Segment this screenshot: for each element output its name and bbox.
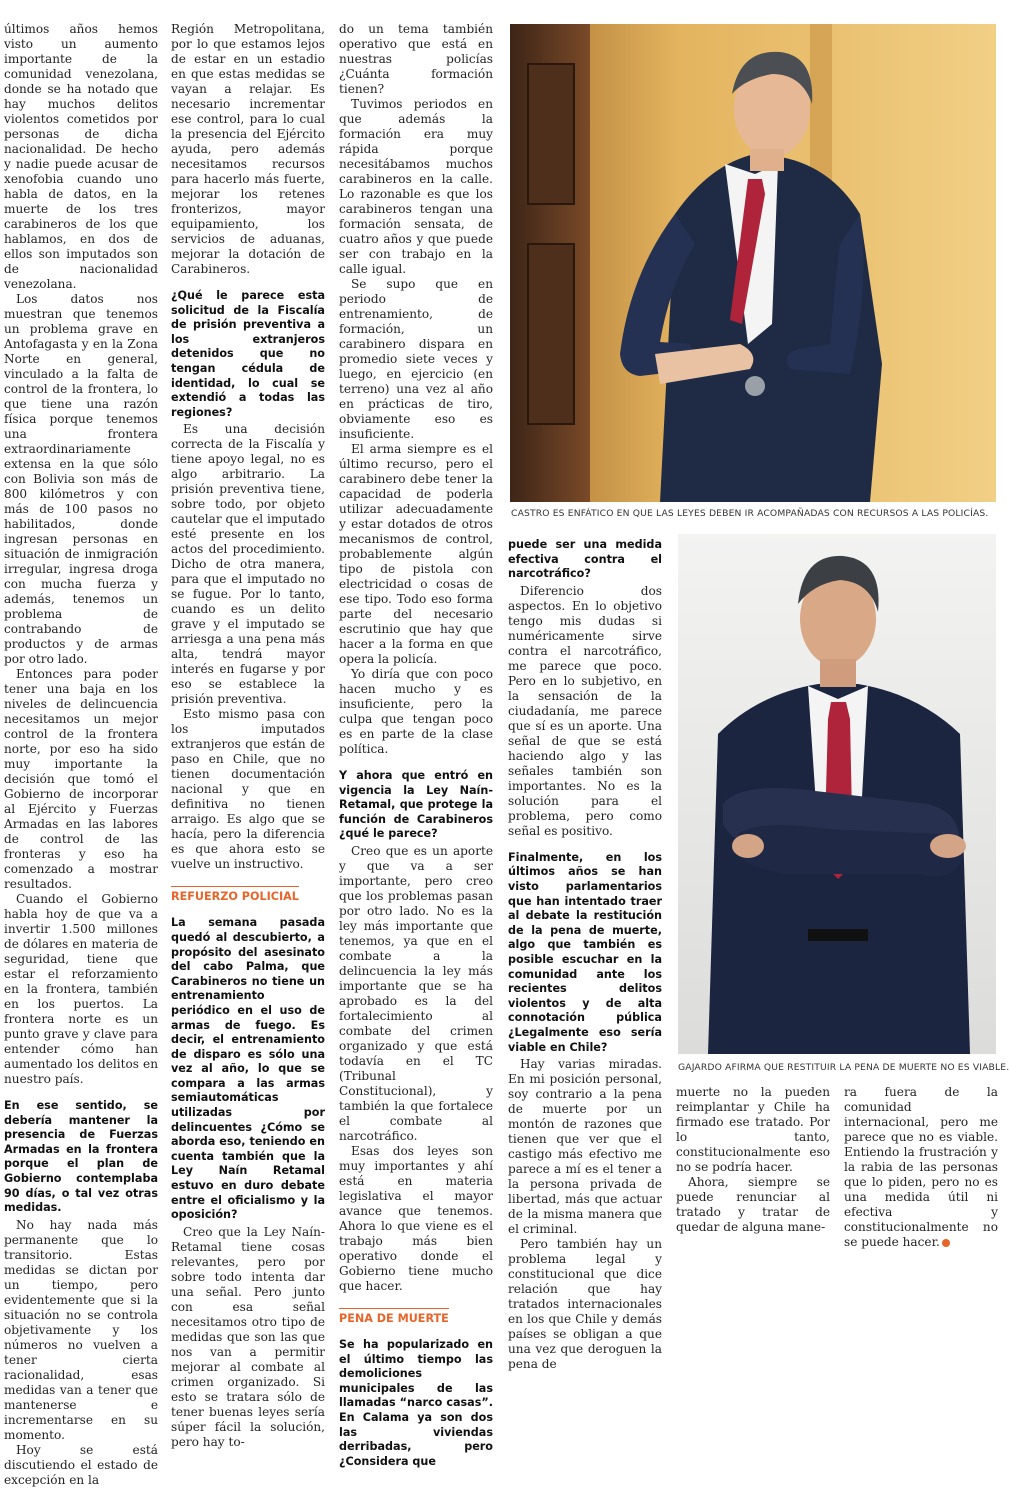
paragraph: El arma siempre es el último recurso, pero el carabinero debe tener la capacidad de poderla utilizar adecuadamente y estar dotados de otros mecanismos de control, probablemente algún tipo de pistola con electricidad o cosas de ese tipo. Todo eso forma parte del necesario escrutinio que hay que hacer a la forma en que opera la policía. — [339, 442, 493, 666]
end-of-article-icon — [942, 1239, 950, 1247]
article-column-1 — [4, 22, 158, 1487]
section-heading: REFUERZO POLICIAL — [171, 886, 299, 904]
paragraph: Entonces para poder tener una baja en los niveles de delincuencia necesitamos un mejor control de la frontera norte, por eso ha sido muy importante la decisión que tomó el Gobierno de incorporar al Ejército y Fuerzas Armadas en las labores de control de las fronteras y eso ha comenzado a mostrar resultados. — [4, 667, 158, 891]
article-column-2 — [171, 22, 325, 1449]
paragraph: Creo que la Ley Naín-Retamal tiene cosas relevantes, pero por sobre todo intenta dar una señal. Pero junto con esa señal necesitamos otro tipo de medidas que son las que nos van a permitir mejorar al combate al crimen organizado. Si esto se tratara sólo de tener buenas leyes sería súper fácil la solución, pero hay to- — [171, 1224, 325, 1449]
paragraph: Los datos nos muestran que tenemos un problema grave en Antofagasta y en la Zona Norte en general, vinculado a la falta de control de la frontera, lo que tiene una razón física porque tenemos una frontera extraordinariamente extensa en la que sólo con Bolivia son más de 800 kilómetros y con más de 100 pasos no habilitados, donde ingresan personas en situación de inmigración irregular, ingresa droga con mucha fuerza y además, tenemos un problema de contrabando de productos y de armas por otro lado. — [4, 292, 158, 666]
paragraph: Hay varias miradas. En mi posición personal, soy contrario a la pena de muerte por un montón de razones que tienen que ver que el castigo más efectivo me parece a mí es el tener a la persona privada de libertad, más que actuar de la misma manera que el criminal. — [508, 1057, 662, 1237]
photo-caption: CASTRO ES ENFÁTICO EN QUE LAS LEYES DEBEN IR ACOMPAÑADAS CON RECURSOS A LAS POLICÍAS. — [511, 508, 989, 519]
interview-question: Finalmente, en los últimos años se han visto parlamentarios que han intentado traer al debate la restitución de la pena de muerte, algo que también es posible escuchar en la comunidad ante los recientes delitos violentos y de alta connotación pública ¿Legalmente eso sería viable en Chile? — [508, 850, 662, 1054]
paragraph: Creo que es un aporte y que va a ser importante, pero creo que los problemas pasan por otro lado. No es la ley más importante que tenemos, ya que en el combate a la delincuencia la ley más importante que se ha aprobado es la del fortalecimiento al combate del crimen organizado y que está todavía en el TC (Tribunal Constitucional), y también la que fortalece el combate al narcotráfico. — [339, 843, 493, 1143]
paragraph: Diferencio dos aspectos. En lo objetivo tengo mis dudas si numéricamente sirve contra el narcotráfico, me parece que poco. Pero en lo subjetivo, en la sensación de la ciudadanía, me parece que sí es un aporte. Una señal de que se está haciendo algo y las señales también son importantes. No es la solución para el problema, pero como señal es positivo. — [508, 583, 662, 838]
paragraph: Esto mismo pasa con los imputados extranjeros que están de paso en Chile, que no tienen documentación nacional y que en definitiva no tienen arraigo. Es algo que se hacía, pero la diferencia es que ahora esto se vuelve un instructivo. — [171, 707, 325, 872]
paragraph: Pero también hay un problema legal y constitucional que dice relación que hay tratados internacionales en los que Chile y demás países se obligan a que una vez que deroguen la pena de — [508, 1237, 662, 1372]
paragraph: Se supo que en periodo de entrenamiento, de formación, un carabinero dispara en promedio siete veces y luego, en ejercicio (en terreno) una vez al año en prácticas de tiro, obviamente eso es insuficiente. — [339, 277, 493, 441]
interview-question: ¿Qué le parece esta solicitud de la Fiscalía de prisión preventiva a los extranjeros detenidos que no tengan cédula de identidad, lo cual se extendió a todas las regiones? — [171, 289, 325, 419]
paragraph: Esas dos leyes son muy importantes y ahí está en materia legislativa el mayor avance que tenemos. Ahora lo que viene es el trabajo más bien operativo donde el Gobierno tiene mucho que hacer. — [339, 1143, 493, 1293]
interview-question: La semana pasada quedó al descubierto, a propósito del asesinato del cabo Palma, que Carabineros no tiene un entrenamiento periódico en el uso de armas de fuego. Es decir, el entrenamiento de disparo es sólo una vez al año, lo que se compara a las armas semiautomáticas utilizadas por delincuentes ¿Cómo se aborda eso, teniendo en cuenta también que la Ley Naín Retamal estuvo en duro debate entre el oficialismo y la oposición? — [171, 916, 325, 1222]
interview-question: Se ha popularizado en el último tiempo las demoliciones municipales de las llamadas “narco casas”. En Calama ya son dos las viviendas derribadas, pero ¿Considera que — [339, 1337, 493, 1468]
interview-question: puede ser una medida efectiva contra el narcotráfico? — [508, 538, 662, 581]
paragraph: do un tema también operativo que está en nuestras policías ¿Cuánta formación tienen? — [339, 22, 493, 96]
paragraph: muerte no la pueden reimplantar y Chile ha firmado ese tratado. Por lo tanto, constitucionalmente eso no se podría hacer. — [676, 1085, 830, 1174]
paragraph: Yo diría que con poco hacen mucho y es insuficiente, pero la culpa que tengan poco es en parte de la clase política. — [339, 667, 493, 756]
section-heading: PENA DE MUERTE — [339, 1308, 449, 1326]
article-column-5 — [676, 1085, 830, 1234]
article-column-3 — [339, 22, 493, 1468]
paragraph: Es una decisión correcta de la Fiscalía y tiene apoyo legal, no es algo arbitrario. La prisión preventiva tiene, sobre todo, por objeto cautelar que el imputado esté presente en los actos del procedimiento. Dicho de otra manera, para que el imputado no se fugue. Por lo tanto, cuando es un delito grave y el imputado se arriesga a una pena más alta, tendrá mayor interés en fugarse y por eso se establece la prisión preventiva. — [171, 422, 325, 707]
paragraph: Región Metropolitana, por lo que estamos lejos de estar en un estadio en que estas medidas se vayan a relajar. Es necesario incrementar ese control, para lo cual la presencia del Ejército ayuda, pero además necesitamos recursos para hacerlo más fuerte, mejorar los retenes fronterizos, mayor equipamiento, los servicios de aduanas, mejorar la dotación de Carabineros. — [171, 22, 325, 276]
photo-caption: GAJARDO AFIRMA QUE RESTITUIR LA PENA DE MUERTE NO ES VIABLE. — [678, 1062, 1009, 1073]
paragraph: Tuvimos periodos en que además la formación era muy rápida porque necesitábamos muchos carabineros en la calle. Lo razonable es que los carabineros tengan una formación sensata, de cuatro años y que puede ser con trabajo en la calle igual. — [339, 97, 493, 276]
article-column-6 — [844, 1085, 998, 1249]
paragraph: ra fuera de la comunidad internacional, pero me parece que no es viable. Entiendo la frustración y la rabia de las personas que lo piden, pero no es una medida útil ni efectiva y constitucionalmente no se puede hacer. — [844, 1085, 998, 1249]
paragraph: Ahora, siempre se puede renunciar al tratado y tratar de quedar de alguna mane- — [676, 1175, 830, 1234]
paragraph: Hoy se está discutiendo el estado de excepción en la — [4, 1442, 158, 1487]
paragraph: Cuando el Gobierno habla hoy de que va a invertir 1.500 millones de dólares en materia de seguridad, tiene que estar el reforzamiento en la frontera, también en los puertos. La frontera norte es un punto grave y clave para entender cómo han aumentado los delitos en nuestro país. — [4, 892, 158, 1086]
photo-gajardo — [678, 534, 996, 1054]
interview-question: Y ahora que entró en vigencia la Ley Naín-Retamal, que protege la función de Carabineros ¿qué le parece? — [339, 769, 493, 841]
paragraph: últimos años hemos visto un aumento importante de la comunidad venezolana, donde se ha notado que hay muchos delitos violentos cometidos por personas de dicha nacionalidad. De hecho y nadie puede acusar de xenofobia cuando uno habla de datos, en la muerte de los tres carabineros de los que hablamos, en dos de ellos son imputados son de nacionalidad venezolana. — [4, 22, 158, 291]
interview-question: En ese sentido, se debería mantener la presencia de Fuerzas Armadas en la frontera porque el plan de Gobierno contemplaba 90 días, o tal vez otras medidas. — [4, 1099, 158, 1215]
paragraph: No hay nada más permanente que lo transitorio. Estas medidas se dictan por un tiempo, pero evidentemente que si la situación no se controla objetivamente y los números no vuelven a tener cierta racionalidad, esas medidas van a tener que mantenerse e incrementarse en su momento. — [4, 1217, 158, 1442]
photo-castro — [510, 24, 996, 502]
article-column-4 — [508, 538, 662, 1372]
